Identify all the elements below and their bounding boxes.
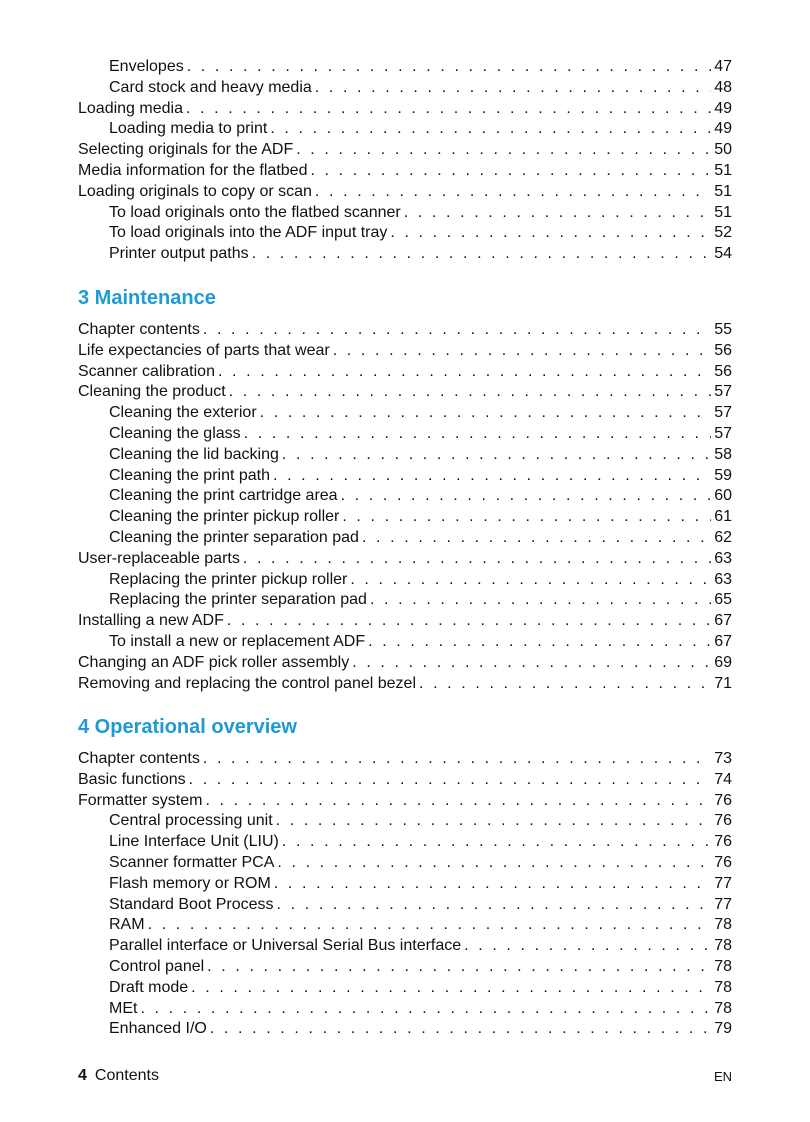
dot-leader — [243, 549, 711, 570]
toc-entry[interactable] — [78, 936, 732, 957]
toc-entry-title: Draft mode — [109, 978, 189, 996]
toc-entry-title: Loading media — [78, 99, 183, 117]
toc-entry[interactable] — [78, 957, 732, 978]
toc-entry-page-number: 73 — [714, 750, 732, 767]
toc-entry[interactable] — [78, 57, 732, 78]
toc-entry-page-number: 77 — [714, 874, 732, 892]
toc-entry[interactable] — [78, 791, 732, 812]
toc-entry-title: To load originals onto the flatbed scanner — [109, 203, 401, 221]
toc-entry-page-number: 58 — [714, 445, 732, 463]
toc-entry-title: Cleaning the lid backing — [109, 445, 279, 463]
dot-leader — [362, 528, 711, 549]
toc-entry-title: Removing and replacing the control panel bezel — [78, 674, 416, 692]
dot-leader — [404, 203, 711, 224]
toc-entry-title: Standard Boot Process — [109, 895, 274, 913]
toc-entry[interactable] — [78, 99, 732, 120]
toc-entry-title: Flash memory or ROM — [109, 874, 271, 892]
dot-leader — [274, 874, 711, 895]
dot-leader — [186, 99, 711, 120]
toc-entry-title: Cleaning the print cartridge area — [109, 487, 338, 505]
toc-list-chapter2-continued — [78, 57, 732, 265]
toc-entry[interactable] — [78, 161, 732, 182]
toc-entry-title: Cleaning the print path — [109, 466, 270, 484]
toc-entry-title: Cleaning the glass — [109, 424, 241, 442]
dot-leader — [276, 811, 712, 832]
dot-leader — [189, 770, 712, 791]
toc-entry-page-number: 60 — [714, 487, 732, 505]
toc-entry[interactable] — [78, 78, 732, 99]
dot-leader — [218, 362, 711, 383]
dot-leader — [140, 999, 711, 1020]
dot-leader — [205, 791, 711, 812]
dot-leader — [191, 978, 711, 999]
toc-entry-page-number: 76 — [714, 791, 732, 809]
toc-entry-title: Loading media to print — [109, 120, 268, 138]
dot-leader — [333, 341, 712, 362]
toc-entry-page-number: 51 — [714, 161, 732, 179]
toc-entry-page-number: 57 — [714, 404, 732, 422]
toc-entry-page-number: 56 — [714, 362, 732, 380]
toc-entry-title: Formatter system — [78, 791, 203, 809]
dot-leader — [352, 653, 711, 674]
dot-leader — [270, 119, 711, 140]
toc-entry[interactable] — [78, 203, 732, 224]
toc-entry[interactable] — [78, 320, 732, 341]
toc-entry[interactable] — [78, 1019, 732, 1040]
toc-entry[interactable] — [78, 895, 732, 916]
toc-entry-page-number: 49 — [714, 99, 732, 117]
toc-entry-title: Loading originals to copy or scan — [78, 182, 312, 200]
toc-entry[interactable] — [78, 119, 732, 140]
toc-entry[interactable] — [78, 853, 732, 874]
toc-entry-page-number: 54 — [714, 245, 732, 263]
toc-entry[interactable] — [78, 832, 732, 853]
toc-entry-page-number: 62 — [714, 528, 732, 546]
toc-entry-title: Scanner calibration — [78, 362, 215, 380]
dot-leader — [187, 57, 711, 78]
toc-entry-title: Selecting originals for the ADF — [78, 141, 294, 159]
toc-entry-page-number: 78 — [714, 937, 732, 955]
dot-leader — [342, 507, 711, 528]
toc-entry-title: MEt — [109, 999, 138, 1017]
toc-entry-page-number: 57 — [714, 424, 732, 442]
toc-entry[interactable] — [78, 223, 732, 244]
toc-entry[interactable] — [78, 507, 732, 528]
toc-entry-page-number: 71 — [714, 674, 732, 692]
toc-entry-page-number: 56 — [714, 341, 732, 359]
toc-entry-title: Life expectancies of parts that wear — [78, 341, 330, 359]
toc-entry-page-number: 78 — [714, 916, 732, 934]
dot-leader — [227, 611, 711, 632]
toc-entry[interactable] — [78, 362, 732, 383]
dot-leader — [203, 320, 711, 341]
toc-entry[interactable] — [78, 978, 732, 999]
toc-entry[interactable] — [78, 424, 732, 445]
toc-entry[interactable] — [78, 466, 732, 487]
chapter-heading-maintenance: 3 Maintenance — [78, 287, 216, 309]
toc-entry-title: Cleaning the printer pickup roller — [109, 508, 340, 526]
toc-entry-title: Cleaning the printer separation pad — [109, 528, 359, 546]
toc-entry-title: Cleaning the exterior — [109, 404, 257, 422]
toc-entry-page-number: 78 — [714, 999, 732, 1017]
toc-entry-page-number: 61 — [714, 508, 732, 526]
toc-entry-page-number: 47 — [714, 58, 732, 75]
toc-entry[interactable] — [78, 999, 732, 1020]
toc-entry-title: Basic functions — [78, 770, 186, 788]
toc-entry-page-number: 76 — [714, 853, 732, 871]
toc-entry[interactable] — [78, 244, 732, 265]
toc-entry[interactable] — [78, 874, 732, 895]
toc-entry-page-number: 51 — [714, 182, 732, 200]
toc-entry-title: Changing an ADF pick roller assembly — [78, 653, 350, 671]
toc-entry-title: Replacing the printer pickup roller — [109, 570, 348, 588]
dot-leader — [390, 223, 711, 244]
toc-entry[interactable] — [78, 770, 732, 791]
toc-entry[interactable] — [78, 590, 732, 611]
toc-entry-page-number: 57 — [714, 383, 732, 401]
toc-entry[interactable] — [78, 632, 732, 653]
dot-leader — [368, 632, 711, 653]
dot-leader — [229, 382, 712, 403]
toc-entry[interactable] — [78, 549, 732, 570]
toc-entry-page-number: 52 — [714, 224, 732, 242]
toc-entry-page-number: 77 — [714, 895, 732, 913]
dot-leader — [315, 78, 711, 99]
toc-entry-title: To load originals into the ADF input tray — [109, 224, 388, 242]
toc-entry[interactable] — [78, 445, 732, 466]
toc-entry-page-number: 78 — [714, 978, 732, 996]
toc-entry-title: Installing a new ADF — [78, 612, 224, 630]
dot-leader — [244, 424, 712, 445]
dot-leader — [419, 674, 711, 695]
toc-entry[interactable] — [78, 749, 732, 770]
toc-list-operational-overview — [78, 749, 732, 1040]
chapter-heading-operational-overview: 4 Operational overview — [78, 716, 297, 738]
toc-entry[interactable] — [78, 140, 732, 161]
toc-entry-page-number: 79 — [714, 1020, 732, 1038]
toc-entry[interactable] — [78, 570, 732, 591]
footer-page-number: 4 — [78, 1067, 87, 1084]
toc-entry[interactable] — [78, 382, 732, 403]
dot-leader — [203, 749, 711, 770]
toc-entry[interactable] — [78, 403, 732, 424]
toc-entry-title: Control panel — [109, 957, 205, 975]
toc-entry-page-number: 78 — [714, 957, 732, 975]
toc-entry-page-number: 59 — [714, 466, 732, 484]
dot-leader — [296, 140, 711, 161]
dot-leader — [370, 590, 711, 611]
toc-entry-page-number: 67 — [714, 612, 732, 630]
footer-section-label: Contents — [94, 1067, 159, 1084]
page-footer-left — [78, 1066, 159, 1086]
dot-leader — [273, 466, 711, 487]
toc-entry-page-number: 51 — [714, 203, 732, 221]
dot-leader — [277, 853, 711, 874]
toc-entry-page-number: 48 — [714, 78, 732, 96]
toc-entry-title: Media information for the flatbed — [78, 161, 308, 179]
dot-leader — [350, 570, 711, 591]
dot-leader — [282, 445, 711, 466]
dot-leader — [282, 832, 711, 853]
toc-entry-title: Replacing the printer separation pad — [109, 591, 367, 609]
footer-language-code: EN — [713, 1069, 732, 1084]
toc-entry-page-number: 55 — [714, 321, 732, 338]
toc-entry-title: Parallel interface or Universal Serial Bus interface — [109, 937, 462, 955]
toc-entry-title: Envelopes — [109, 58, 184, 75]
toc-list-maintenance — [78, 320, 732, 694]
toc-entry-page-number: 63 — [714, 570, 732, 588]
dot-leader — [277, 895, 712, 916]
toc-entry-page-number: 49 — [714, 120, 732, 138]
dot-leader — [252, 244, 712, 265]
toc-entry[interactable] — [78, 528, 732, 549]
toc-entry-page-number: 65 — [714, 591, 732, 609]
toc-entry-page-number: 74 — [714, 770, 732, 788]
dot-leader — [148, 915, 712, 936]
dot-leader — [310, 161, 711, 182]
toc-entry-title: Cleaning the product — [78, 383, 226, 401]
toc-entry-title: Card stock and heavy media — [109, 78, 312, 96]
toc-entry-title: Printer output paths — [109, 245, 249, 263]
dot-leader — [464, 936, 711, 957]
dot-leader — [315, 182, 711, 203]
toc-entry-title: To install a new or replacement ADF — [109, 632, 366, 650]
toc-entry-page-number: 50 — [714, 141, 732, 159]
toc-entry-page-number: 76 — [714, 833, 732, 851]
toc-entry-page-number: 69 — [714, 653, 732, 671]
toc-entry-page-number: 63 — [714, 549, 732, 567]
dot-leader — [210, 1019, 711, 1040]
toc-entry-title: Chapter contents — [78, 321, 200, 338]
toc-entry[interactable] — [78, 653, 732, 674]
toc-entry-title: Chapter contents — [78, 750, 200, 767]
toc-entry-title: User-replaceable parts — [78, 549, 240, 567]
dot-leader — [260, 403, 712, 424]
dot-leader — [207, 957, 711, 978]
toc-entry-title: Scanner formatter PCA — [109, 853, 275, 871]
toc-entry-title: Enhanced I/O — [109, 1020, 207, 1038]
toc-entry[interactable] — [78, 915, 732, 936]
toc-entry[interactable] — [78, 611, 732, 632]
toc-entry-page-number: 67 — [714, 632, 732, 650]
toc-entry[interactable] — [78, 182, 732, 203]
toc-entry[interactable] — [78, 341, 732, 362]
toc-entry-title: RAM — [109, 916, 145, 934]
dot-leader — [341, 486, 712, 507]
toc-entry-title: Line Interface Unit (LIU) — [109, 833, 279, 851]
toc-entry[interactable] — [78, 486, 732, 507]
toc-entry-title: Central processing unit — [109, 812, 273, 830]
toc-entry[interactable] — [78, 811, 732, 832]
toc-entry[interactable] — [78, 674, 732, 695]
toc-entry-page-number: 76 — [714, 812, 732, 830]
